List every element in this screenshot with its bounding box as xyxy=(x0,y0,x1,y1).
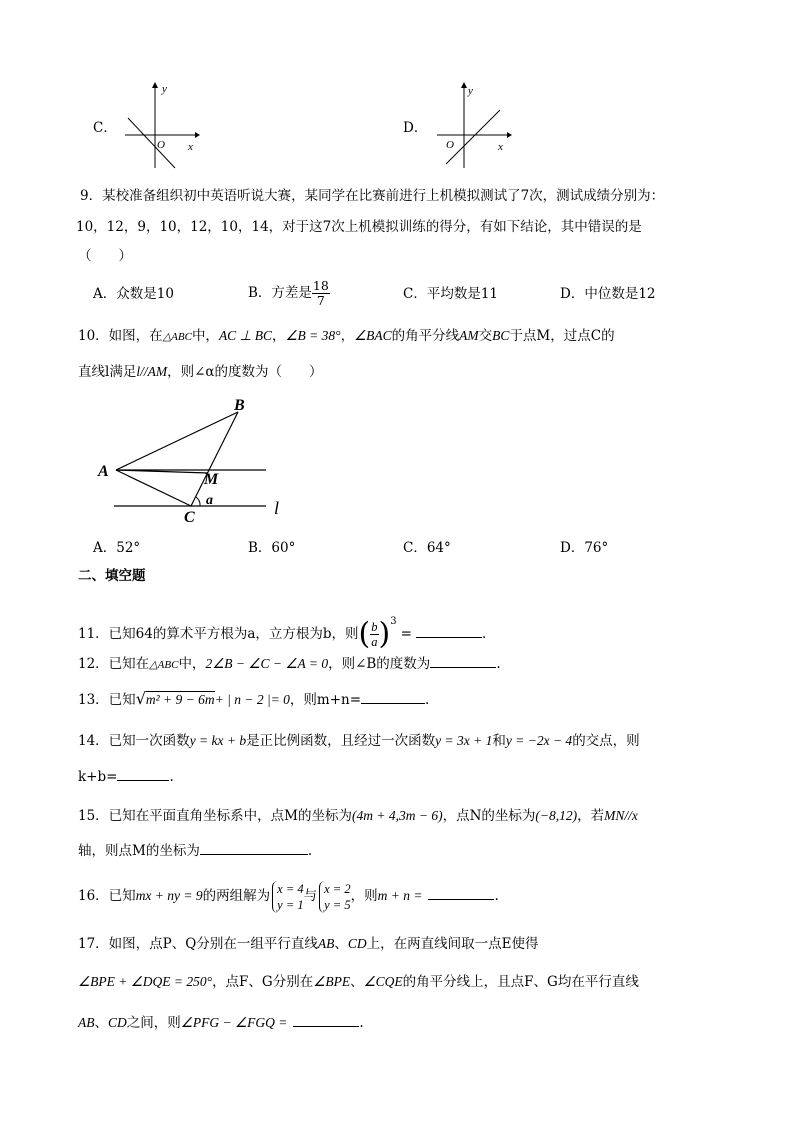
q17-bpe: ∠BPE xyxy=(313,974,351,989)
q10-line2 xyxy=(78,362,323,382)
q10-angle-bac: ∠BAC xyxy=(354,328,392,343)
q10-text-6: 交 xyxy=(478,328,493,344)
q16-system-2-x: x = 2 xyxy=(324,881,351,896)
q17-text-1b: 上，在两直线间取一点E使得 xyxy=(366,936,539,952)
q9-option-c: C．平均数是11 xyxy=(403,286,499,302)
q10-point-c-label: C xyxy=(184,509,195,526)
q16-system-1 xyxy=(272,881,303,913)
q16-line xyxy=(78,876,499,916)
q8-option-d-label: D． xyxy=(403,120,428,136)
q10-point-a-label: A xyxy=(98,463,109,480)
q8-d-y-label: y xyxy=(468,85,473,97)
q10-triangle: △ABC xyxy=(162,331,192,343)
q17-ab: AB xyxy=(317,936,335,951)
q17-cd-2: CD xyxy=(108,1015,127,1030)
q10-point-b-label: B xyxy=(234,397,245,414)
q14-line2-text: k+b= xyxy=(78,769,118,785)
q11-exponent: 3 xyxy=(390,616,397,627)
q10-parallel: l//AM xyxy=(136,364,168,379)
q9-fraction-numerator: 18 xyxy=(312,278,329,293)
q10-text-7: 于点M，过点C的 xyxy=(509,328,615,344)
q11-equals: = xyxy=(400,626,412,642)
q10-option-b: B．60° xyxy=(248,540,296,556)
q14-line2 xyxy=(78,766,174,787)
q9-option-b xyxy=(248,276,330,310)
q15-answer-blank[interactable] xyxy=(200,840,308,855)
q11-denominator: a xyxy=(371,635,378,649)
q10-point-m-label: M xyxy=(204,471,219,488)
q16-text-2: 的两组解为 xyxy=(202,888,271,904)
q13-period: . xyxy=(425,692,430,708)
q10-am: AM xyxy=(459,328,479,343)
q12-answer-blank[interactable] xyxy=(430,653,496,668)
q8-d-origin-label: O xyxy=(446,139,454,151)
q16-system-1-x: x = 4 xyxy=(277,881,304,896)
q14-line1 xyxy=(78,731,640,751)
q17-sep-1: 、 xyxy=(334,936,348,952)
q10-text-2: 中， xyxy=(191,328,219,344)
q16-mn: m + n = xyxy=(377,888,423,903)
q12-period: . xyxy=(496,656,501,672)
q12-triangle: △ABC xyxy=(149,659,179,671)
q15-text-2: ，点N的坐标为 xyxy=(442,808,536,824)
q10-line2-b: ，则∠α的度数为（ ） xyxy=(167,364,323,380)
q15-line2 xyxy=(78,840,312,861)
q12-text-2: 中， xyxy=(178,656,206,672)
q12-text-3: ，则∠B的度数为 xyxy=(328,656,431,672)
q10-angle-b: ∠B = 38° xyxy=(285,328,341,343)
q11-line xyxy=(78,604,486,653)
q12-line xyxy=(78,653,501,675)
q14-f2: y = 3x + 1 xyxy=(435,733,493,748)
q11-text: 11．已知64的算术平方根为a，立方根为b，则 xyxy=(78,626,359,642)
q15-parallel: MN//x xyxy=(604,808,638,823)
q16-system-1-y: y = 1 xyxy=(277,897,304,912)
q13-abs: + | n − 2 |= 0 xyxy=(214,692,290,707)
q13-text-2: ，则m+n= xyxy=(289,692,362,708)
q11-period: . xyxy=(481,626,487,642)
q13-text-1: 13．已知 xyxy=(78,692,136,708)
q11-fraction xyxy=(370,620,378,649)
q10-text-4: ， xyxy=(340,328,355,344)
q17-sep-2: 、 xyxy=(350,974,364,990)
q15-line1 xyxy=(78,806,638,826)
q10-text-1: 10．如图，在 xyxy=(78,328,163,344)
q10-option-a: A．52° xyxy=(93,540,141,556)
q13-answer-blank[interactable] xyxy=(361,689,425,704)
q17-ab-2: AB xyxy=(78,1015,95,1030)
q13-line xyxy=(78,689,429,710)
q17-line1 xyxy=(78,934,538,954)
q9-option-d: D．中位数是12 xyxy=(560,286,656,302)
q17-text-1: 17．如图，点P、Q分别在一组平行直线 xyxy=(78,936,318,952)
q9-option-a: A．众数是10 xyxy=(93,286,174,302)
q15-line2-text: 轴，则点M的坐标为 xyxy=(78,843,200,859)
q8-c-y-label: y xyxy=(162,83,167,95)
q16-system-2-y: y = 5 xyxy=(324,897,351,912)
q10-alpha-label: a xyxy=(206,493,213,508)
q10-text-3: ， xyxy=(271,328,286,344)
q17-text-2b: ，点F、G分别在 xyxy=(212,974,314,990)
q10-text-5: 的角平分线 xyxy=(391,328,460,344)
q17-diff: ∠PFG − ∠FGQ = xyxy=(180,1015,288,1030)
q8-graph-c xyxy=(120,80,200,170)
q14-f1: y = kx + b xyxy=(189,733,247,748)
q16-text-4: ，则 xyxy=(350,888,378,904)
q9-fraction-denominator: 7 xyxy=(316,293,325,308)
q17-text-2c: 的角平分线上，且点F、G均在平行直线 xyxy=(402,974,639,990)
q14-text-2: 是正比例函数，且经过一次函数 xyxy=(246,733,436,749)
q10-line-l-label: l xyxy=(274,498,280,518)
q16-period: . xyxy=(494,888,499,904)
q8-d-x-label: x xyxy=(498,141,503,153)
q16-system-2 xyxy=(319,881,350,913)
q10-line2-a: 直线l满足 xyxy=(78,364,137,380)
q15-period: . xyxy=(307,843,313,859)
q14-period: . xyxy=(169,769,174,785)
q9-fraction xyxy=(312,279,330,308)
q15-n-coord: (−8,12) xyxy=(535,808,578,823)
q16-answer-blank[interactable] xyxy=(428,885,494,900)
q14-text-3: 和 xyxy=(492,733,506,749)
q10-option-d: D．76° xyxy=(560,540,609,556)
q17-line3 xyxy=(78,1012,364,1033)
q10-option-c: C．64° xyxy=(403,540,451,556)
q8-graph-d xyxy=(432,80,512,170)
q17-cqe: ∠CQE xyxy=(363,974,403,989)
q16-equation: mx + ny = 9 xyxy=(135,888,203,903)
q16-text-3: 与 xyxy=(303,888,318,904)
q15-m-coord: (4m + 4,3m − 6) xyxy=(352,808,443,823)
q15-text-1: 15．已知在平面直角坐标系中，点M的坐标为 xyxy=(78,808,353,824)
q9-paren: （ ） xyxy=(78,248,132,264)
section-heading-fill-in: 二、填空题 xyxy=(78,568,146,584)
q11-numerator: b xyxy=(371,620,378,634)
q17-text-3c: 之间，则 xyxy=(126,1015,181,1031)
q13-sqrt-sign: √ xyxy=(135,689,146,708)
q15-text-3: ，若 xyxy=(577,808,605,824)
q12-expression: 2∠B − ∠C − ∠A = 0 xyxy=(205,656,329,671)
q9-option-b-prefix: B．方差是 xyxy=(248,285,312,301)
q11-left-paren: ( xyxy=(358,616,371,652)
q16-text-1: 16．已知 xyxy=(78,888,136,904)
q8-option-c-label: C． xyxy=(93,120,117,136)
q17-cd: CD xyxy=(347,936,367,951)
q17-line2 xyxy=(78,972,639,992)
q10-bc: BC xyxy=(492,328,510,343)
q8-c-origin-label: O xyxy=(157,139,165,151)
q13-sqrt-body: m² + 9 − 6m xyxy=(145,692,215,707)
q14-text-4: 的交点，则 xyxy=(572,733,640,749)
q11-answer-blank[interactable] xyxy=(416,623,482,638)
q17-answer-blank[interactable] xyxy=(293,1012,359,1027)
q10-perpendicular: AC ⊥ BC xyxy=(218,328,272,343)
q17-sep-3: 、 xyxy=(94,1015,108,1031)
q11-right-paren: ) xyxy=(378,616,391,652)
q14-answer-blank[interactable] xyxy=(117,766,169,781)
q10-line1 xyxy=(78,326,615,347)
q9-line2: 10，12，9，10，12，10，14，对于这7次上机模拟训练的得分，有如下结论，其中错误的是 xyxy=(76,219,642,235)
q12-text-1: 12．已知在 xyxy=(78,656,150,672)
q10-triangle-figure xyxy=(94,392,304,530)
q14-f3: y = −2x − 4 xyxy=(505,733,573,748)
q17-period: . xyxy=(359,1015,364,1031)
q9-line1: 9．某校准备组织初中英语听说大赛，某同学在比赛前进行上机模拟测试了7次，测试成绩分别为： xyxy=(80,188,665,204)
q14-text-1: 14．已知一次函数 xyxy=(78,733,190,749)
q8-c-x-label: x xyxy=(188,141,193,153)
q17-angles: ∠BPE + ∠DQE = 250° xyxy=(78,974,213,989)
